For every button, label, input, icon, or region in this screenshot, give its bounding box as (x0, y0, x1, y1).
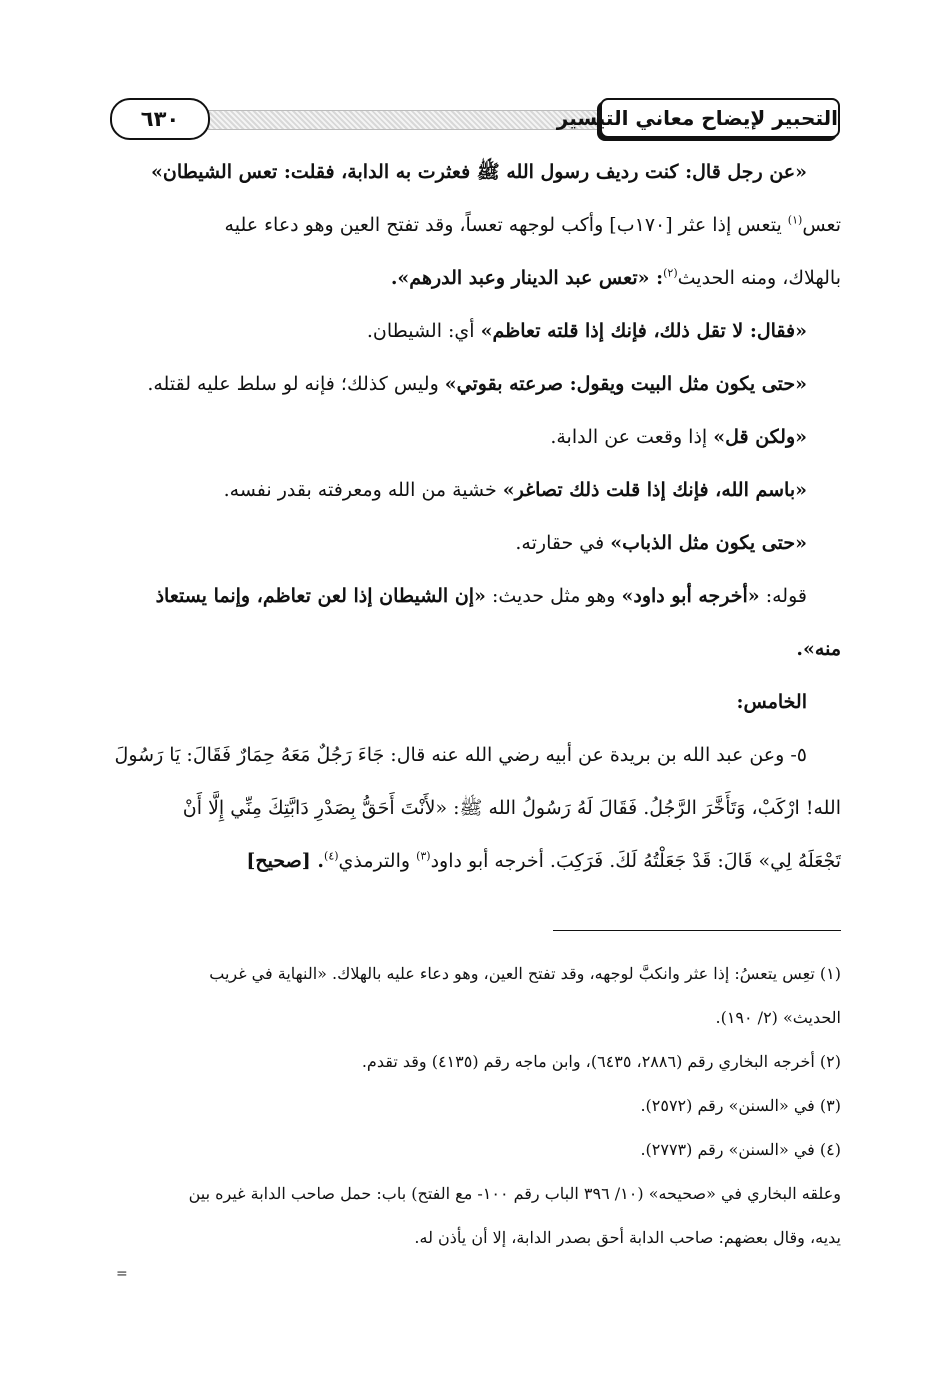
hadith-quote: «حتى يكون مثل البيت ويقول: صرعته بقوتي» (444, 373, 807, 395)
hadith-quote: منه». (796, 638, 841, 660)
text-line (111, 729, 841, 782)
footnote: (١) تعِس يتعسُ: إذا عثر وانكبَّ لوجهه، وقد تفتح العين، وهو دعاء عليه بالهلاك. «النهاية في غريب (209, 964, 841, 983)
text-line (111, 464, 841, 517)
text-line (111, 199, 841, 252)
text-span: قوله: (759, 585, 807, 607)
hadith-quote: «إن الشيطان إذا لعن تعاظم، وإنما يستعاذ (155, 585, 486, 607)
main-text (111, 146, 841, 888)
text-line (111, 358, 841, 411)
text-span: بالهلاك، ومنه الحديث (677, 267, 841, 289)
hadith-quote: «ولكن قل» (713, 426, 807, 448)
text-line (111, 517, 841, 570)
hadith-quote: «عن رجل قال: كنت رديف رسول الله ﷺ فعثرت به الدابة، فقلت: تعس الشيطان» (151, 161, 807, 183)
section-heading (111, 676, 841, 729)
page-number: ٦٣٠ (110, 98, 210, 140)
hadith-quote: «باسم الله، فإنك إذا قلت ذلك تصاغر» (502, 479, 807, 501)
text-span: وهو مثل حديث: (485, 585, 622, 607)
text-span: في حقارته. (515, 532, 611, 554)
text-span: أي: الشيطان. (366, 320, 481, 342)
footnote: (٢) أخرجه البخاري رقم (٢٨٨٦، ٦٤٣٥)، وابن ماجه رقم (٤١٣٥) وقد تقدم. (361, 1052, 841, 1071)
text-span: وليس كذلك؛ فإنه لو سلط عليه لقتله. (147, 373, 445, 395)
section-title: الخامس: (736, 691, 807, 713)
text-span: تعس (802, 214, 841, 236)
hadith-quote: «أخرجه أبو داود» (621, 585, 760, 607)
text-line (111, 146, 841, 199)
page-header (100, 96, 840, 140)
book-title: التحبير لإيضاح معاني التيسير (600, 98, 840, 138)
text-span: خشية من الله ومعرفته بقدر نفسه. (223, 479, 503, 501)
footnote-marker: (٣) (416, 849, 431, 863)
hadith-text: تَجْعَلَهُ لِي» قَالَ: قَدْ جَعَلْتُهُ لَكَ. فَرَكِبَ. أخرجه أبو داود (430, 850, 841, 872)
text-span: والترمذي (338, 850, 417, 872)
text-span: إذا وقعت عن الدابة. (550, 426, 714, 448)
footnotes-section (111, 952, 841, 1260)
hadith-quote: «فقال: لا تقل ذلك، فإنك إذا قلته تعاظم» (480, 320, 807, 342)
footnote-marker: (٢) (663, 266, 678, 280)
page-end-mark: = (116, 1266, 128, 1282)
hadith-quote: «حتى يكون مثل الذباب» (610, 532, 807, 554)
footnote-marker: (٤) (324, 849, 339, 863)
text-line (111, 252, 841, 305)
grading-label: . [صحيح] (246, 850, 325, 872)
text-line (111, 411, 841, 464)
footnote: (٣) في «السنن» رقم (٢٥٧٢). (640, 1096, 841, 1115)
text-line (111, 623, 841, 676)
text-line (111, 570, 841, 623)
text-line (111, 835, 841, 888)
hadith-text: ٥- وعن عبد الله بن بريدة عن أبيه رضي الله عنه قال: جَاءَ رَجُلٌ مَعَهُ حِمَارٌ فَقَالَ: يَا رَسُولَ (114, 744, 807, 766)
text-span: يتعس إذا عثر [١٧٠ب] وأكب لوجهه تعساً، وقد تفتح العين وهو دعاء عليه (224, 214, 788, 236)
hadith-quote: : «تعس عبد الدينار وعبد الدرهم». (390, 267, 664, 289)
footnote-continuation: الحديث» (٢/ ١٩٠). (715, 1008, 841, 1027)
hadith-text: الله! ارْكَبْ، وَتَأَخَّرَ الرَّجُلُ. فَقَالَ لَهُ رَسُولُ الله ﷺ: «لأَنْتَ أَحَقُّ بِصَدْرِ دَابَّتِكَ مِنِّي إِلَّا أَنْ (182, 797, 841, 819)
footnote-note: وعلقه البخاري في «صحيحه» (١٠/ ٣٩٦ الباب رقم ١٠٠- مع الفتح) باب: حمل صاحب الدابة غيره بين (188, 1184, 841, 1203)
footnote: (٤) في «السنن» رقم (٢٧٧٣). (640, 1140, 841, 1159)
text-line (111, 782, 841, 835)
footnote-separator (553, 930, 841, 931)
text-line (111, 305, 841, 358)
footnote-note: يديه، وقال بعضهم: صاحب الدابة أحق بصدر الدابة، إلا أن يأذن له. (414, 1228, 841, 1247)
footnote-marker: (١) (787, 213, 803, 227)
